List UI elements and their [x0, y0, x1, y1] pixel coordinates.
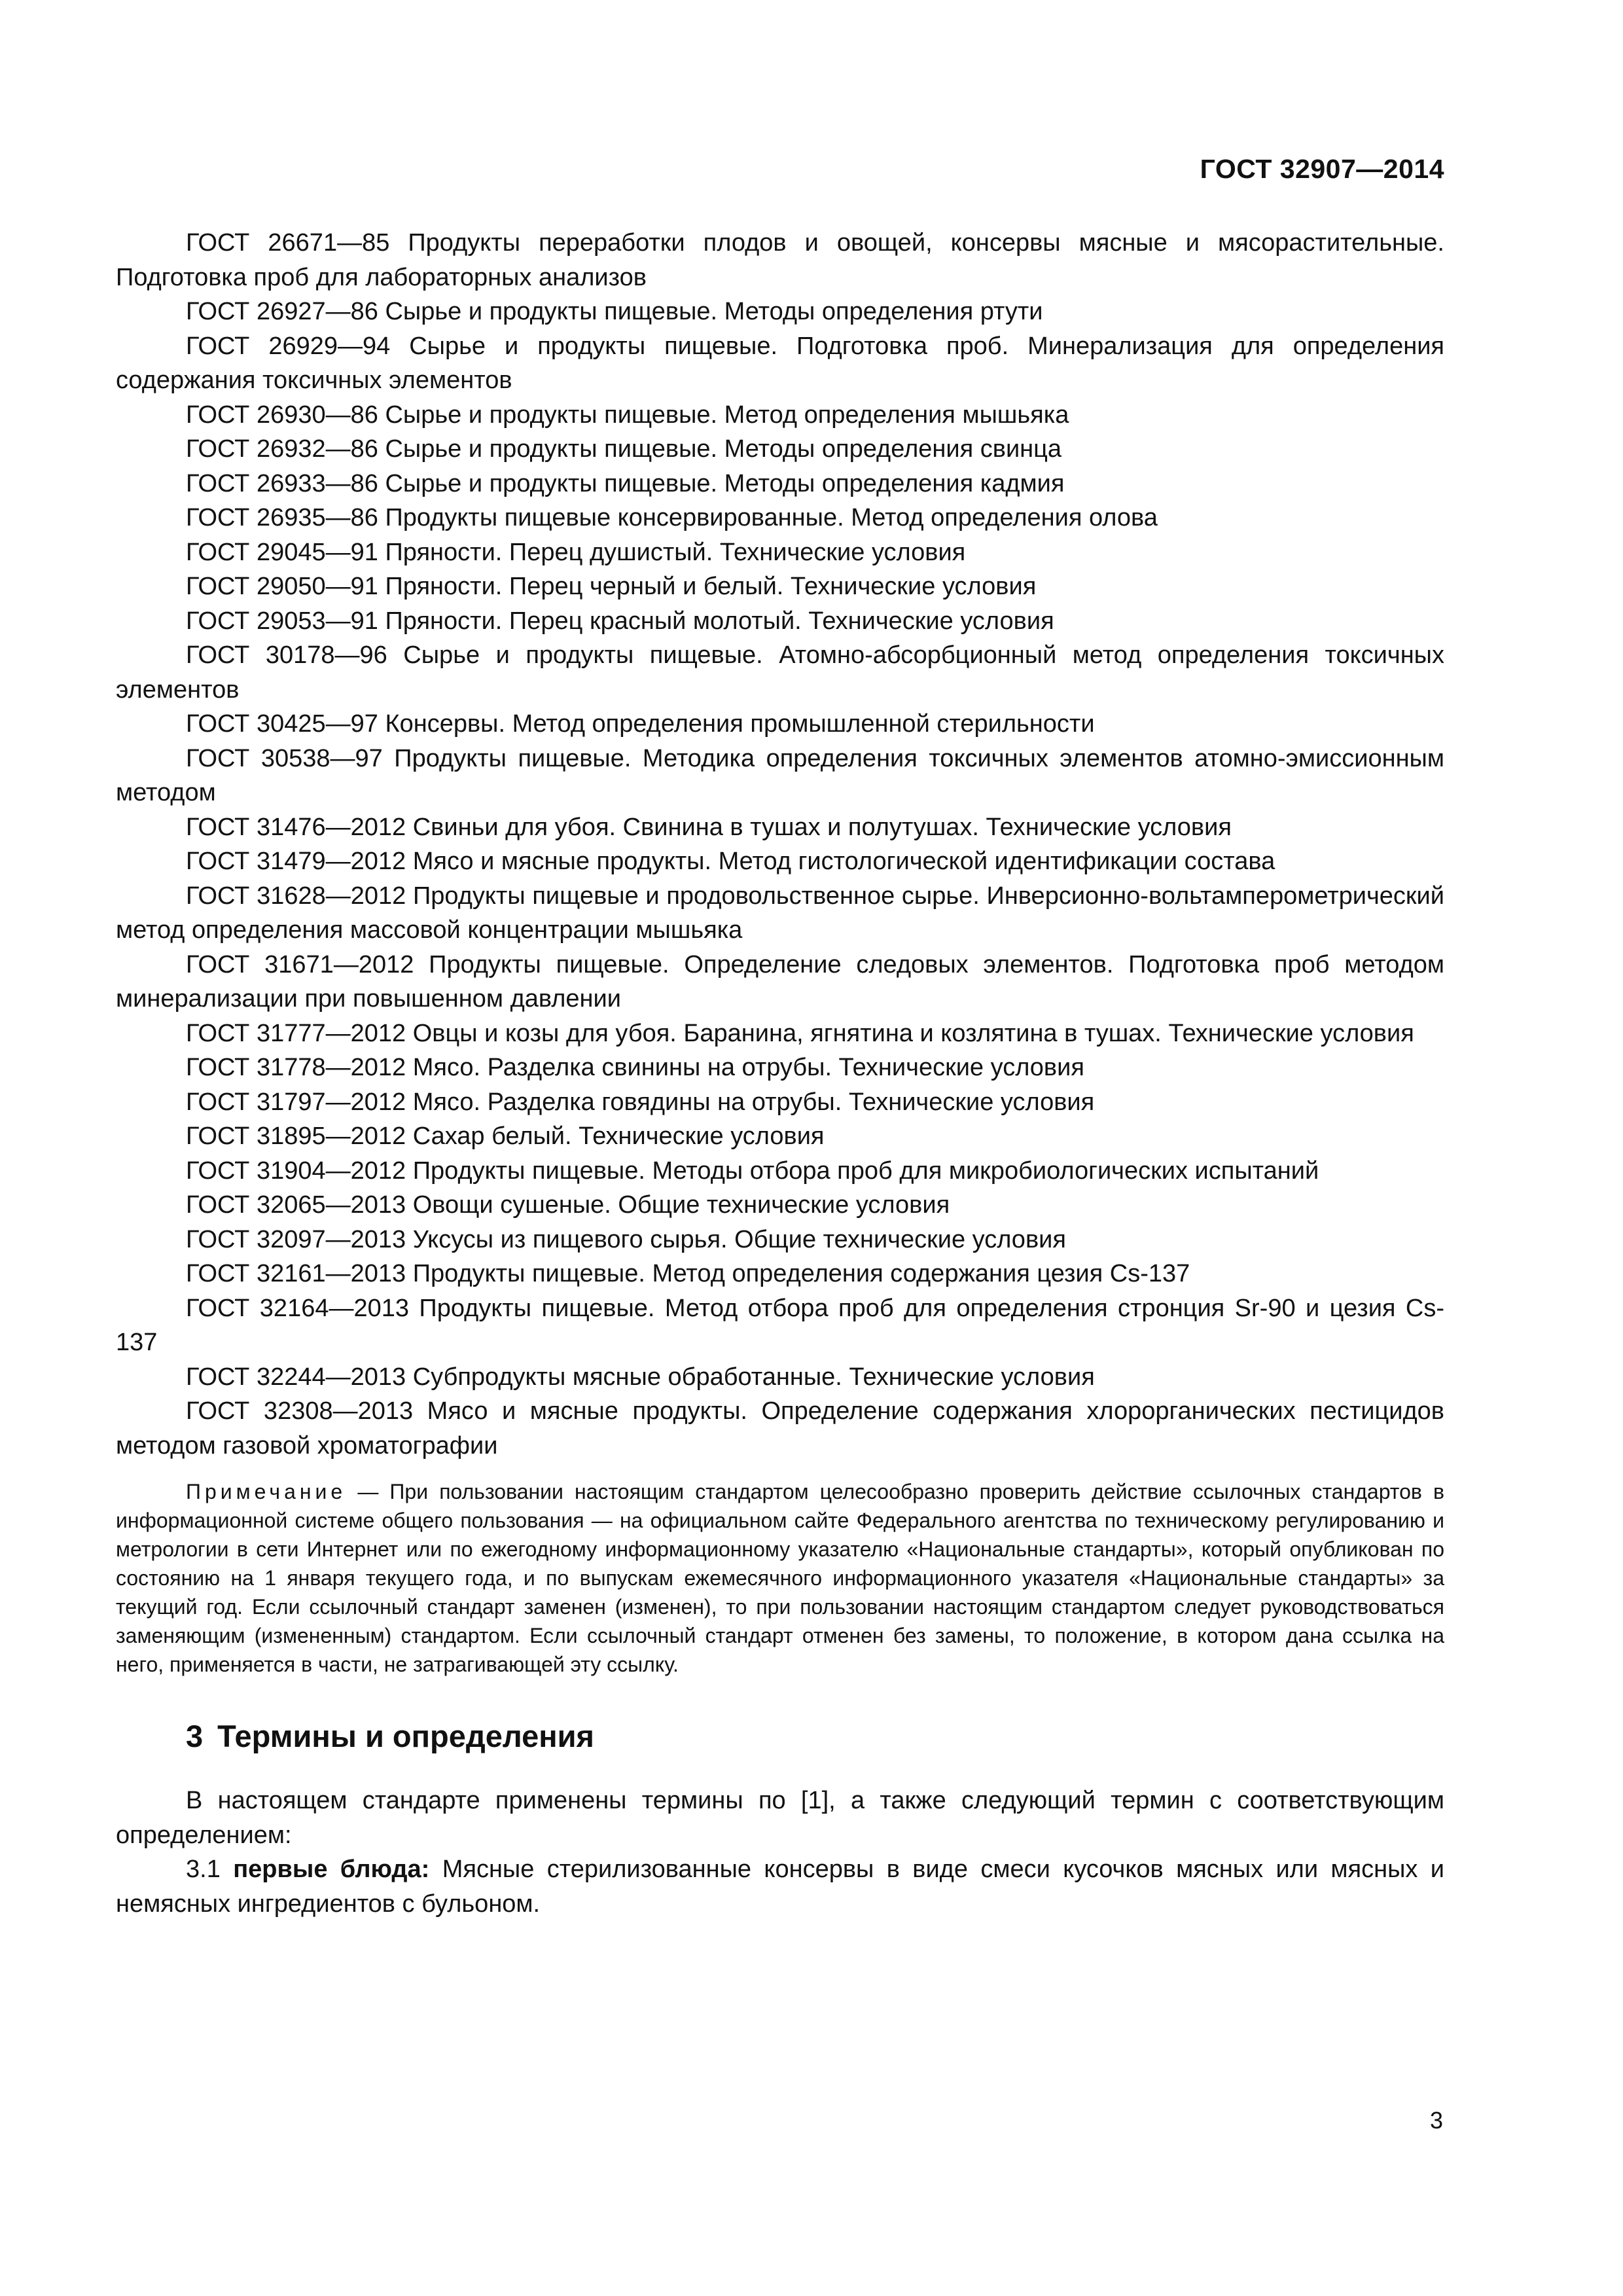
reference-item: ГОСТ 31797—2012 Мясо. Разделка говядины на отрубы. Технические условия: [186, 1088, 1095, 1116]
reference-item: ГОСТ 32164—2013 Продукты пищевые. Метод отбора проб для определения стронция Sr-90 и цезия Cs-137: [116, 1294, 1444, 1356]
reference-item: ГОСТ 26929—94 Сырье и продукты пищевые. Подготовка проб. Минерализация для определения содержания токсичных элементов: [116, 332, 1444, 394]
reference-item: ГОСТ 32097—2013 Уксусы из пищевого сырья. Общие технические условия: [186, 1225, 1066, 1253]
note-label: Примечание: [186, 1480, 347, 1503]
reference-item: ГОСТ 29045—91 Пряности. Перец душистый. Технические условия: [186, 538, 966, 566]
note-paragraph: [116, 1477, 1444, 1679]
normative-references-list: [116, 226, 1444, 1463]
reference-item: ГОСТ 31778—2012 Мясо. Разделка свинины на отрубы. Технические условия: [186, 1054, 1084, 1081]
section-number: 3: [186, 1719, 204, 1753]
page-number: 3: [1429, 2107, 1443, 2134]
term-definition: Мясные стерилизованные консервы в виде смеси кусочков мясных или мясных и немясных ингредиентов с бульоном.: [116, 1856, 1445, 1918]
reference-item: ГОСТ 26671—85 Продукты переработки плодов и овощей, консервы мясные и мясорастительные. Подготовка проб для лабораторных анализов: [116, 229, 1444, 291]
section-heading: [116, 1718, 1444, 1755]
term-number: 3.1: [186, 1856, 221, 1884]
reference-item: ГОСТ 30538—97 Продукты пищевые. Методика определения токсичных элементов атомно-эмиссионным методом: [116, 744, 1444, 806]
reference-item: ГОСТ 29050—91 Пряности. Перец черный и белый. Технические условия: [186, 573, 1037, 600]
term-name: первые блюда:: [233, 1856, 430, 1884]
reference-item: ГОСТ 26930—86 Сырье и продукты пищевые. Метод определения мышьяка: [186, 401, 1069, 429]
document-code-header: ГОСТ 32907—2014: [1200, 154, 1444, 184]
section-intro-paragraph: В настоящем стандарте применены термины по [1], а также следующий термин с соответствующим определением:: [116, 1787, 1444, 1849]
reference-item: ГОСТ 31476—2012 Свиньи для убоя. Свинина в тушах и полутушах. Технические условия: [186, 813, 1232, 841]
note-text: — При пользовании настоящим стандартом целесообразно проверить действие ссылочных стандартов в информационной системе общего пользования — на официальном сайте Федерального агентства по техническому регулированию и метрологии в сети Интернет или по ежегодному информационному указателю «Национальные стандарты», который опубликован по состоянию на 1 января текущего года, и по выпускам ежемесячного информационного указателя «Национальные стандарты» за текущий год. Если ссылочный стандарт заменен (изменен), то при пользовании настоящим стандартом следует руководствоваться заменяющим (измененным) стандартом. Если ссылочный стандарт отменен без замены, то положение, в котором дана ссылка на него, применяется в части, не затрагивающей эту ссылку.: [116, 1480, 1444, 1676]
reference-item: ГОСТ 31895—2012 Сахар белый. Технические условия: [186, 1122, 825, 1150]
reference-item: ГОСТ 31904—2012 Продукты пищевые. Методы отбора проб для микробиологических испытаний: [186, 1157, 1319, 1185]
reference-item: ГОСТ 30178—96 Сырье и продукты пищевые. Атомно-абсорбционный метод определения токсичных элементов: [116, 641, 1444, 704]
reference-item: ГОСТ 31628—2012 Продукты пищевые и продовольственное сырье. Инверсионно-вольтамперометрический метод определения массовой концентрации мышьяка: [116, 882, 1444, 944]
reference-item: ГОСТ 31671—2012 Продукты пищевые. Определение следовых элементов. Подготовка проб методом минерализации при повышенном давлении: [116, 950, 1444, 1013]
reference-item: ГОСТ 32161—2013 Продукты пищевые. Метод определения содержания цезия Cs-137: [186, 1260, 1190, 1287]
reference-item: ГОСТ 26933—86 Сырье и продукты пищевые. Методы определения кадмия: [186, 469, 1065, 497]
reference-item: ГОСТ 26927—86 Сырье и продукты пищевые. Методы определения ртути: [186, 298, 1043, 325]
reference-item: ГОСТ 30425—97 Консервы. Метод определения промышленной стерильности: [186, 710, 1095, 738]
reference-item: ГОСТ 31777—2012 Овцы и козы для убоя. Баранина, ягнятина и козлятина в тушах. Технические условия: [186, 1019, 1414, 1047]
reference-item: ГОСТ 26932—86 Сырье и продукты пищевые. Методы определения свинца: [186, 435, 1062, 463]
reference-item: ГОСТ 29053—91 Пряности. Перец красный молотый. Технические условия: [186, 607, 1054, 635]
section-title-text: Термины и определения: [217, 1719, 594, 1753]
reference-item: ГОСТ 26935—86 Продукты пищевые консервированные. Метод определения олова: [186, 504, 1158, 531]
reference-item: ГОСТ 32065—2013 Овощи сушеные. Общие технические условия: [186, 1191, 950, 1219]
reference-item: ГОСТ 32308—2013 Мясо и мясные продукты. Определение содержания хлорорганических пестицидов методом газовой хроматографии: [116, 1397, 1444, 1460]
reference-item: ГОСТ 31479—2012 Мясо и мясные продукты. Метод гистологической идентификации состава: [186, 848, 1275, 875]
page-content: [116, 226, 1444, 1921]
term-definition-paragraph: [116, 1852, 1444, 1921]
reference-item: ГОСТ 32244—2013 Субпродукты мясные обработанные. Технические условия: [186, 1363, 1095, 1391]
